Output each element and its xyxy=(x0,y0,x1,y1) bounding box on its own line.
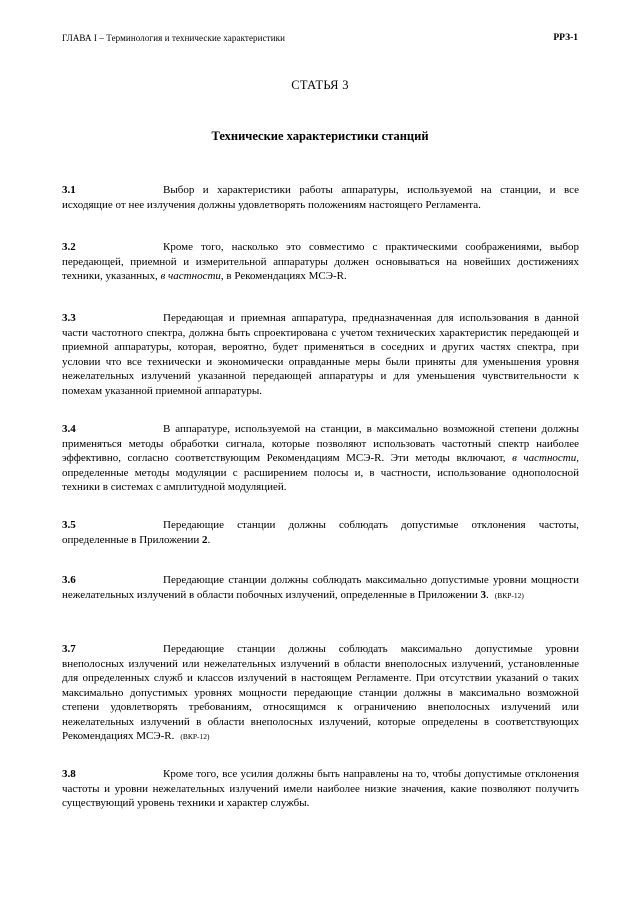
paragraph-text: Передающие станции должны соблюдать максимально допустимые уровни мощности нежелательных излучений в области побочных излучений, определенные в Приложении xyxy=(62,574,579,601)
paragraph-3-8 xyxy=(62,767,579,811)
article-title: СТАТЬЯ 3 xyxy=(291,78,349,92)
paragraph-number: 3.2 xyxy=(62,241,76,253)
running-header-chapter: ГЛАВА I – Терминология и технические характеристики xyxy=(62,33,286,43)
paragraph-text: Кроме того, насколько это совместимо с практическими соображениями, выбор передающей, приемной и измерительной аппаратуры должен основываться на новейших достижениях техники, указанных, xyxy=(62,241,579,282)
paragraph-3-1 xyxy=(62,183,579,212)
paragraph-number: 3.7 xyxy=(62,643,76,655)
paragraph-text: Передающая и приемная аппаратура, предназначенная для использования в данной части частотного спектра, должна быть спроектирована с учетом технических характеристик передающей и приемной аппаратуры, которая, вероятно, будет применяться в соседних и других частях спектра, при условии что все технически и экономически оправданные меры были приняты для уменьшения уровня нежелательных излучений указанной передающей аппаратуры и для уменьшения чувствительности к помехам указанной приемной аппаратуры. xyxy=(62,312,579,397)
paragraph-text-end: , определенные методы модуляции с расширением полосы и, в частности, использование однополосной техники в системах с амплитудной модуляцией. xyxy=(62,452,579,493)
paragraph-number: 3.8 xyxy=(62,768,76,780)
paragraph-text-end: . xyxy=(207,533,211,546)
paragraph-text: Кроме того, все усилия должны быть направлены на то, чтобы допустимые отклонения частоты и уровни нежелательных излучений имели наиболее низкие значения, какие позволяют получить существующий уровень техники и характер службы. xyxy=(62,768,579,809)
running-header-code: РРЗ-1 xyxy=(553,33,578,43)
paragraph-text: Передающие станции должны соблюдать максимально допустимые уровни внеполосных излучений или нежелательных излучений в области внеполосных излучений, установленные для определенных служб и классов излучений в настоящем Регламенте. При отсутствии указаний о таких максимально допустимых уровнях мощности передающие станции должны в максимально возможной степени удовлетворять требованиям, относящимся к ограничению внеполосных излучений или нежелательных излучений в области внеполосных излучений, которые определены в соответствующих Рекомендациях МСЭ-R. xyxy=(62,643,579,742)
paragraph-text: В аппаратуре, используемой на станции, в максимально возможной степени должны применяться методы обработки сигнала, которые позволяют использовать частотный спектр наиболее эффективно, согласно соответствующим Рекомендациям МСЭ-R. Эти методы включают, xyxy=(62,423,579,464)
revision-note: (ВКР-12) xyxy=(494,590,524,600)
paragraph-number: 3.6 xyxy=(62,574,76,586)
paragraph-number: 3.5 xyxy=(62,519,76,531)
annex-number: 3 xyxy=(480,588,486,601)
paragraph-number: 3.3 xyxy=(62,312,76,324)
paragraph-number: 3.4 xyxy=(62,423,76,435)
paragraph-text: Передающие станции должны соблюдать допустимые отклонения частоты, определенные в Приложении xyxy=(62,519,579,546)
paragraph-3-7 xyxy=(62,642,579,745)
paragraph-number: 3.1 xyxy=(62,184,76,196)
paragraph-3-2 xyxy=(62,240,579,284)
paragraph-text-end: . xyxy=(486,588,489,601)
paragraph-3-3 xyxy=(62,311,579,398)
annex-number: 2 xyxy=(202,533,208,546)
paragraph-3-5 xyxy=(62,518,579,547)
paragraph-text-end: , в Рекомендациях МСЭ-R. xyxy=(220,270,347,282)
paragraph-3-6 xyxy=(62,573,579,603)
paragraph-italic: в частности xyxy=(512,452,577,464)
paragraph-text: Выбор и характеристики работы аппаратуры, используемой на станции, и все исходящие от нее излучения должны удовлетворять положениям настоящего Регламента. xyxy=(62,184,579,211)
revision-note: (ВКР-12) xyxy=(180,732,210,741)
paragraph-3-4 xyxy=(62,422,579,495)
article-subject: Технические характеристики станций xyxy=(211,129,429,143)
paragraph-italic: в частности xyxy=(160,270,221,282)
